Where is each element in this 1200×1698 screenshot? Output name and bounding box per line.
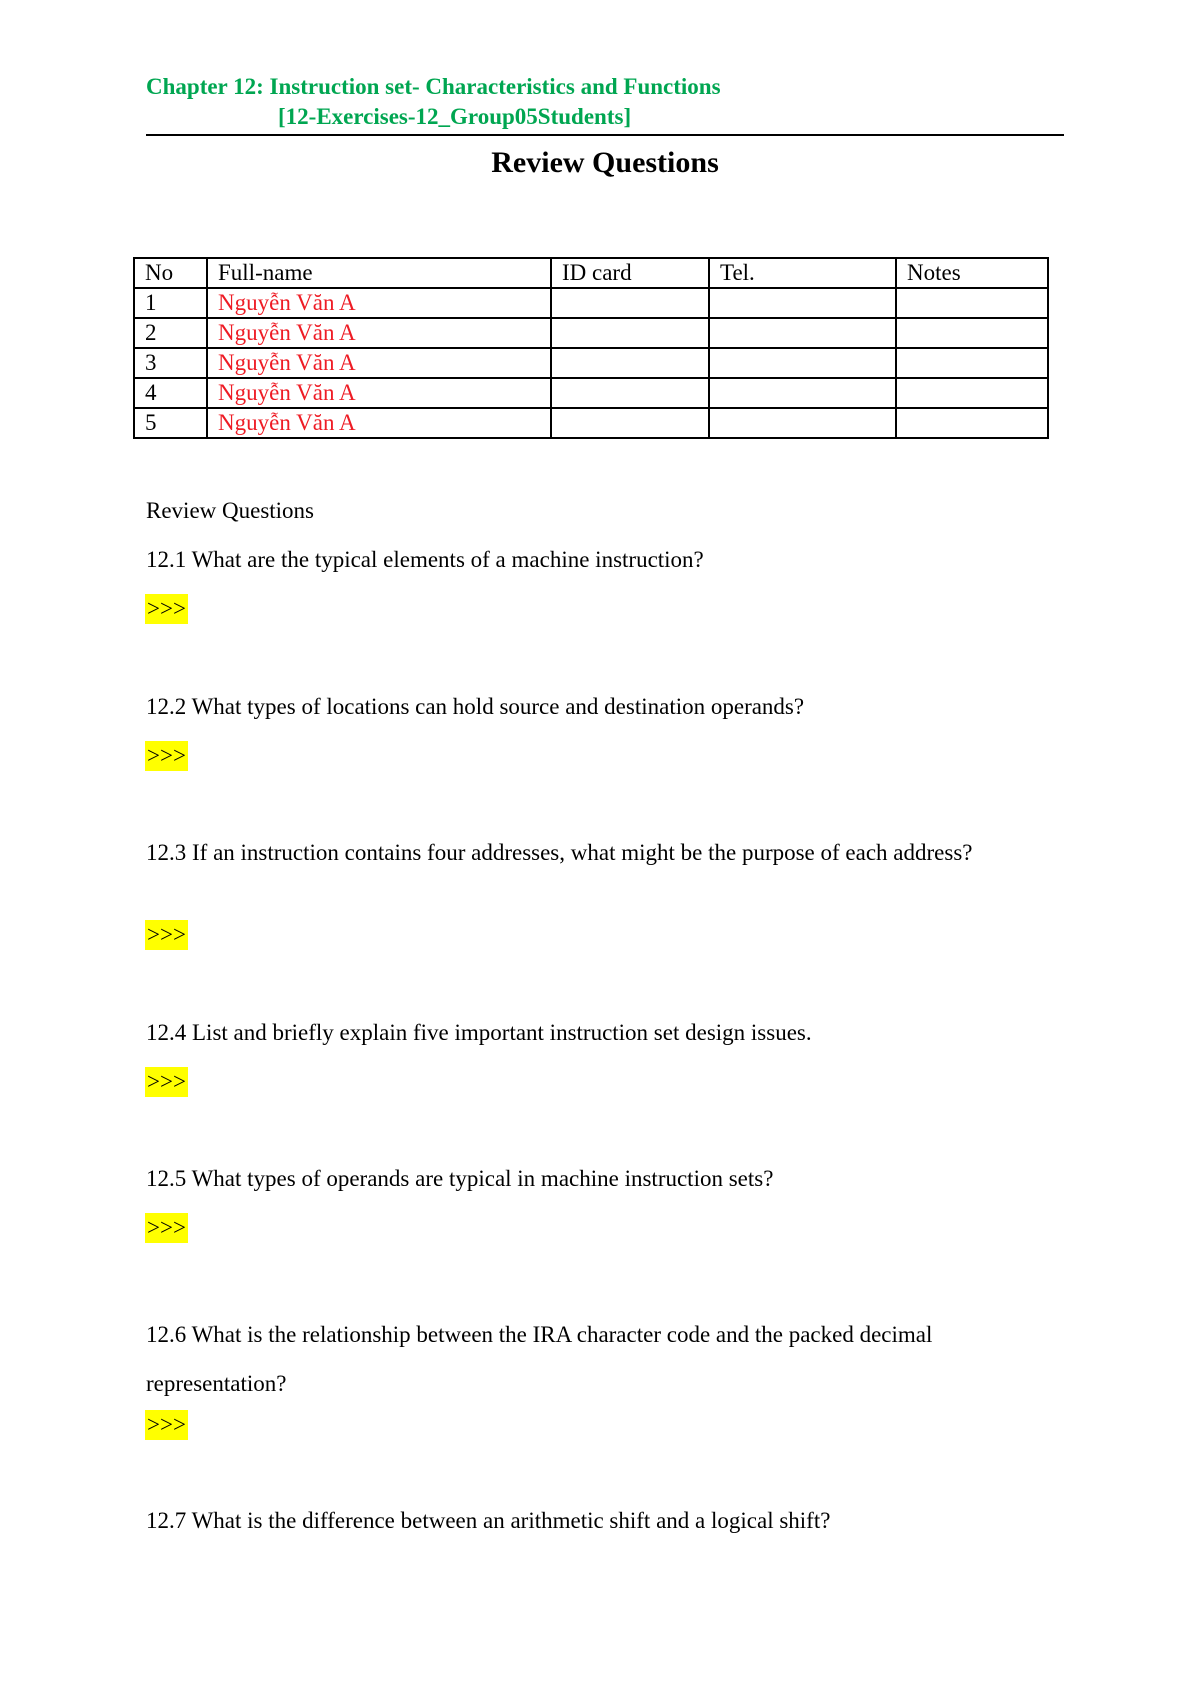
- section-label: Review Questions: [146, 498, 315, 523]
- row-number: 5: [134, 408, 207, 438]
- answer-12-2[interactable]: >>>: [145, 741, 188, 771]
- column-header-notes: Notes: [896, 258, 1048, 288]
- answer-12-1[interactable]: >>>: [145, 594, 188, 624]
- student-name: Nguyễn Văn A: [207, 318, 551, 348]
- column-header-tel: Tel.: [709, 258, 896, 288]
- column-header-no: No: [134, 258, 207, 288]
- student-table: [133, 257, 1049, 439]
- id-card-cell: [551, 408, 709, 438]
- answer-12-5[interactable]: >>>: [145, 1213, 188, 1243]
- student-name: Nguyễn Văn A: [207, 378, 551, 408]
- row-number: 2: [134, 318, 207, 348]
- student-name: Nguyễn Văn A: [207, 408, 551, 438]
- notes-cell: [896, 378, 1048, 408]
- id-card-cell: [551, 348, 709, 378]
- row-number: 3: [134, 348, 207, 378]
- student-name: Nguyễn Văn A: [207, 288, 551, 318]
- tel-cell: [709, 348, 896, 378]
- notes-cell: [896, 408, 1048, 438]
- question-12-1: 12.1 What are the typical elements of a machine instruction?: [146, 547, 704, 572]
- answer-12-4[interactable]: >>>: [145, 1067, 188, 1097]
- question-12-2: 12.2 What types of locations can hold source and destination operands?: [146, 694, 805, 719]
- tel-cell: [709, 378, 896, 408]
- question-12-4: 12.4 List and briefly explain five important instruction set design issues.: [146, 1020, 812, 1045]
- table-row: [134, 408, 1048, 438]
- tel-cell: [709, 318, 896, 348]
- question-12-5: 12.5 What types of operands are typical in machine instruction sets?: [146, 1166, 774, 1191]
- id-card-cell: [551, 288, 709, 318]
- table-row: [134, 378, 1048, 408]
- table-row: [134, 318, 1048, 348]
- notes-cell: [896, 348, 1048, 378]
- id-card-cell: [551, 318, 709, 348]
- student-name: Nguyễn Văn A: [207, 348, 551, 378]
- chapter-title: Chapter 12: Instruction set- Characteristics and Functions: [146, 74, 721, 99]
- tel-cell: [709, 288, 896, 318]
- row-number: 4: [134, 378, 207, 408]
- table-row: [134, 348, 1048, 378]
- column-header-id-card: ID card: [551, 258, 709, 288]
- notes-cell: [896, 288, 1048, 318]
- column-header-full-name: Full-name: [207, 258, 551, 288]
- id-card-cell: [551, 378, 709, 408]
- page-title: Review Questions: [491, 146, 719, 179]
- answer-12-3[interactable]: >>>: [145, 920, 188, 950]
- row-number: 1: [134, 288, 207, 318]
- question-12-3: 12.3 If an instruction contains four addresses, what might be the purpose of each address?: [146, 840, 973, 865]
- header-divider: [146, 134, 1064, 136]
- notes-cell: [896, 318, 1048, 348]
- table-header-row: [134, 258, 1048, 288]
- question-12-7: 12.7 What is the difference between an arithmetic shift and a logical shift?: [146, 1508, 831, 1533]
- table-row: [134, 288, 1048, 318]
- question-12-6: 12.6 What is the relationship between the IRA character code and the packed decimal representation?: [146, 1322, 933, 1396]
- chapter-subtitle: [12-Exercises-12_Group05Students]: [278, 104, 632, 129]
- answer-12-6[interactable]: >>>: [145, 1410, 188, 1440]
- tel-cell: [709, 408, 896, 438]
